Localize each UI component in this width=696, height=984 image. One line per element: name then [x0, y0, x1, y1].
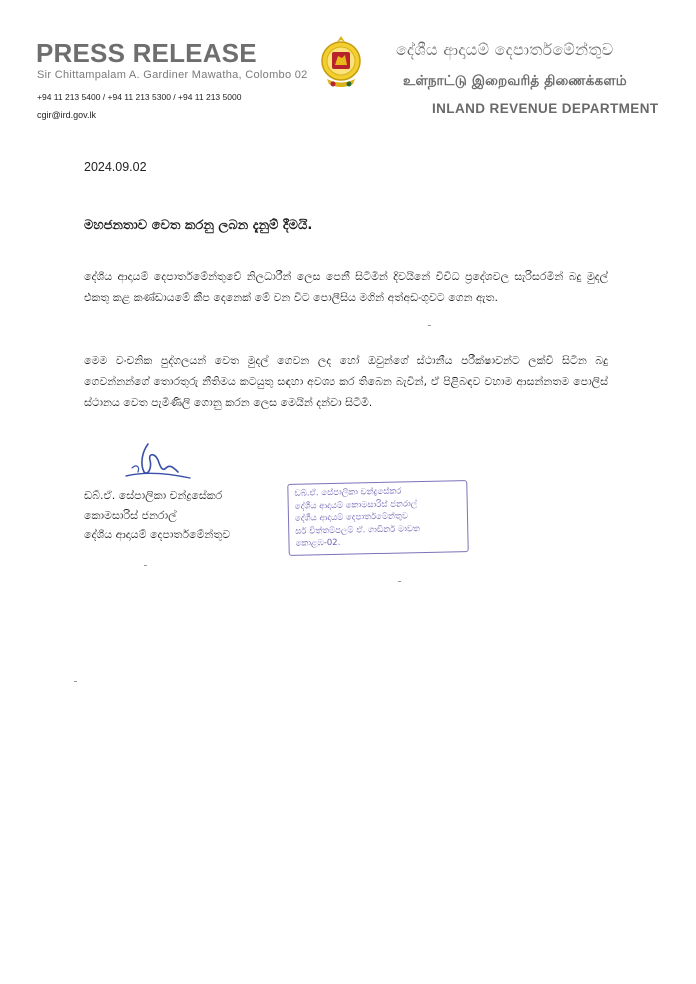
- scan-speck: [428, 325, 431, 326]
- scan-speck: [144, 565, 147, 566]
- release-date: 2024.09.02: [84, 160, 147, 174]
- signatory-name: ඩබ්.ඒ. සේපාලිකා චන්ද්‍රසේකර: [84, 489, 223, 502]
- stamp-line: ඩබ්.ඒ. සේපාලිකා චන්ද්‍රසේකර: [294, 486, 402, 499]
- signatory-title: කොමසාරිස් ජනරාල්: [84, 509, 177, 522]
- subject-heading: මහජනතාව වෙත කරනු ලබන දැනුම් දීමයි.: [84, 218, 313, 233]
- sri-lanka-emblem-icon: [318, 34, 364, 92]
- scan-speck: [74, 681, 77, 682]
- body-paragraph: දේශීය ආදායම් දෙපාර්තමේන්තුවේ නිලධාරීන් ලෙස පෙනී සිටිමින් දිවයිනේ විවිධ ප්‍රදේශවල සැරිසරමින් බදු මුදල් එකතු කළ කණ්ඩායමේ කීප දෙනෙක් මේ වන විට පොලීසිය මගින් අත්අඩංගුවට ගෙන ඇත.: [84, 270, 608, 304]
- scan-speck: [398, 581, 401, 582]
- stamp-line: දේශීය ආදායම් දෙපාර්තමේන්තුව: [294, 511, 409, 524]
- address-line: Sir Chittampalam A. Gardiner Mawatha, Colombo 02: [37, 69, 308, 81]
- email-address: cgir@ird.gov.lk: [37, 110, 96, 120]
- stamp-line: දේශීය ආදායම් කොමසාරිස් ජනරාල්: [294, 498, 418, 512]
- handwritten-signature: [118, 438, 198, 488]
- department-name-tamil: உள்நாட்டு இறைவரித் திணைக்களம்: [403, 73, 627, 89]
- signatory-department: දේශීය ආදායම් දෙපාර්තමේන්තුව: [84, 528, 231, 541]
- official-stamp: [287, 480, 468, 556]
- press-release-title: PRESS RELEASE: [36, 38, 257, 68]
- stamp-line: කොළඹ-02.: [295, 537, 341, 549]
- body-paragraph: මෙම වංචනික පුද්ගලයන් වෙත මුදල් ගෙවන ලද හෝ ඔවුන්ගේ ස්ථානීය පරීක්ෂාවන්ට ලක්වී සිටින බදු ගෙවන්නන්ගේ තොරතුරු නීතිමය කටයුතු සඳහා අවශ්‍ය කර තිබෙන බැවින්, ඒ පිළිබඳව වහාම ආසන්නතම පොලිස් ස්ථානය වෙත පැමිණිලි ගොනු කරන ලෙස මෙයින් දන්වා සිටිමි.: [84, 354, 608, 409]
- phone-numbers: +94 11 213 5400 / +94 11 213 5300 / +94 11 213 5000: [37, 92, 242, 102]
- stamp-line: සර් චිත්තම්පලම් ඒ. ගාඩිනර් මාවත: [295, 523, 420, 537]
- department-name-english: INLAND REVENUE DEPARTMENT: [432, 101, 659, 116]
- department-name-sinhala: දේශීය ආදායම් දෙපාර්තමේන්තුව: [396, 40, 614, 59]
